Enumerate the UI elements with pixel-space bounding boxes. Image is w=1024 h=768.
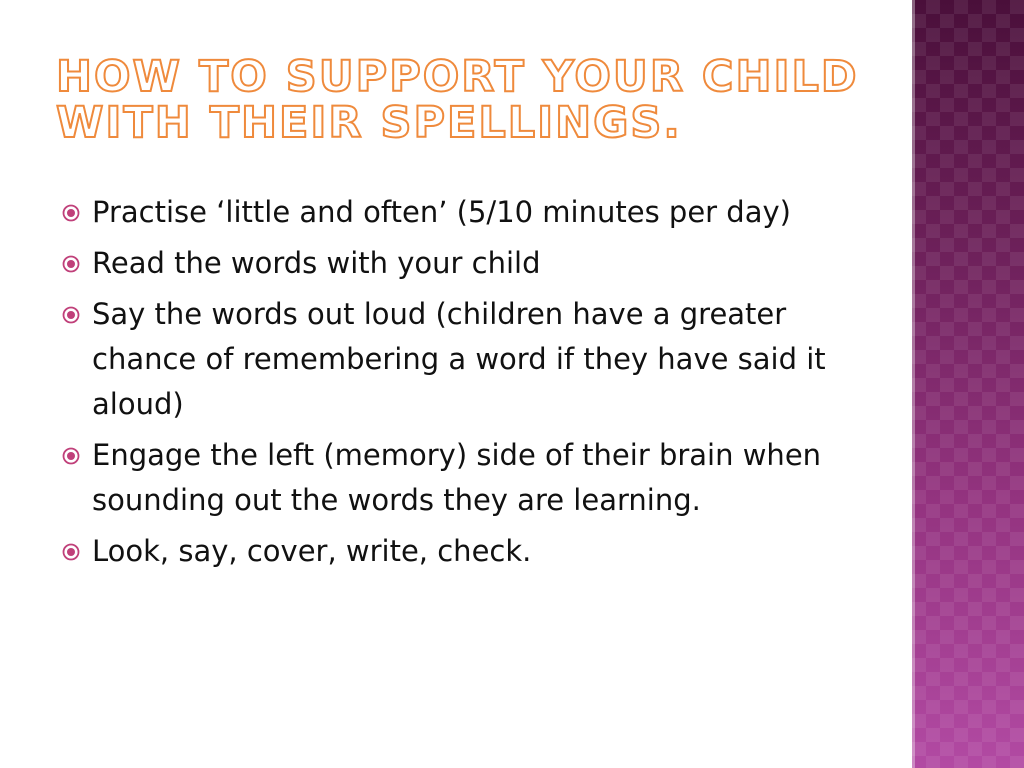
- bullet-text: Look, say, cover, write, check.: [92, 534, 532, 568]
- title-line: HOW TO SUPPORT YOUR CHILD: [56, 52, 859, 102]
- bullet-text: Practise ‘little and often’ (5/10 minutes per day): [92, 195, 791, 229]
- bullet-item: [62, 241, 842, 286]
- panel-edge-divider: [912, 0, 915, 768]
- target-circle-icon: [62, 543, 80, 561]
- bullet-text: Say the words out loud (children have a greater chance of remembering a word if they have said it aloud): [92, 297, 826, 421]
- decorative-side-panel: [912, 0, 1024, 768]
- target-circle-icon: [62, 204, 80, 222]
- bullet-item: [62, 292, 842, 427]
- target-circle-icon: [62, 447, 80, 465]
- bullet-text: Engage the left (memory) side of their brain when sounding out the words they are learning.: [92, 438, 822, 517]
- bullet-list: [62, 190, 842, 580]
- bullet-item: [62, 529, 842, 574]
- bullet-item: [62, 190, 842, 235]
- target-circle-icon: [62, 255, 80, 273]
- diamond-pattern: [912, 0, 1024, 768]
- bullet-text: Read the words with your child: [92, 246, 541, 280]
- slide-title: [56, 54, 876, 146]
- title-line: WITH THEIR SPELLINGS.: [56, 98, 682, 148]
- target-circle-icon: [62, 306, 80, 324]
- bullet-item: [62, 433, 842, 523]
